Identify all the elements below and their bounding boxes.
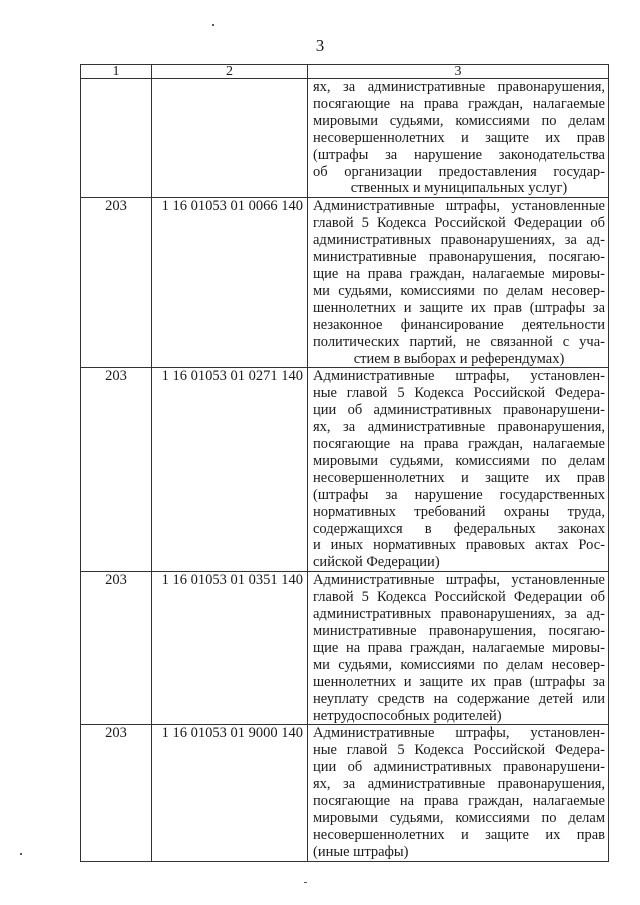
- description-line: Административные штрафы, установлен-: [313, 368, 605, 385]
- description-line: ции об административных правонарушени-: [313, 402, 605, 419]
- budget-code-cell: 1 16 01053 01 0066 140: [152, 198, 308, 368]
- budget-code-cell: 1 16 01053 01 0271 140: [152, 368, 308, 572]
- description-line: несовершеннолетних и защите их прав: [313, 826, 605, 843]
- description-cell: [308, 725, 609, 861]
- description-line: ях, за административные правонарушения,: [313, 419, 605, 436]
- description-line: министративные правонарушения, посягаю-: [313, 623, 605, 639]
- budget-codes-table: [80, 64, 609, 862]
- description-line: (штрафы за нарушение государственных: [313, 486, 605, 503]
- description-line: содержащихся в федеральных законах: [313, 520, 605, 537]
- description-line: ми судьями, комиссиями по делам несовер-: [313, 282, 605, 299]
- description-line: незаконное финансирование деятельности: [313, 316, 605, 333]
- table-row: [81, 79, 609, 198]
- description-line: шеннолетних и защите их прав (штрафы за: [313, 673, 605, 690]
- description-line: министративные правонарушения, посягаю-: [313, 249, 605, 266]
- description-line: главой 5 Кодекса Российской Федерации об: [313, 589, 605, 606]
- table-header-row: [81, 65, 609, 79]
- budget-code-cell: [152, 79, 308, 198]
- scan-speck: [304, 882, 307, 883]
- description-line: ции об административных правонарушени-: [313, 759, 605, 776]
- scan-speck: [212, 24, 214, 26]
- header-col-3: 3: [308, 65, 609, 79]
- description-line: нетрудоспособных родителей): [313, 707, 502, 724]
- description-line: политических партий, не связанной с уча-: [313, 333, 605, 350]
- description-line: ях, за административные правонарушения,: [313, 776, 605, 793]
- description-line: шеннолетних и защите их прав (штрафы за: [313, 299, 605, 316]
- description-line: главой 5 Кодекса Российской Федерации об: [313, 215, 605, 232]
- table-row: [81, 572, 609, 725]
- description-line: сийской Федерации): [313, 554, 440, 571]
- scan-speck: [20, 853, 22, 855]
- description-line: ственных и муниципальных услуг): [350, 180, 568, 197]
- description-cell: [308, 572, 609, 725]
- admin-code-cell: 203: [81, 572, 152, 725]
- description-line: об организации предоставления государ-: [313, 163, 605, 180]
- description-line: посягающие на права граждан, налагаемые: [313, 95, 605, 112]
- budget-code-cell: 1 16 01053 01 9000 140: [152, 725, 308, 861]
- description-cell: [308, 198, 609, 368]
- description-line: стием в выборах и референдумах): [353, 350, 565, 367]
- description-line: посягающие на права граждан, налагаемые: [313, 436, 605, 453]
- budget-code-cell: 1 16 01053 01 0351 140: [152, 572, 308, 725]
- description-line: мировыми судьями, комиссиями по делам: [313, 112, 605, 129]
- header-col-2: 2: [152, 65, 308, 79]
- description-line: неуплату средств на содержание детей или: [313, 690, 605, 707]
- table-row: [81, 198, 609, 368]
- description-line: административных правонарушениях, за ад-: [313, 606, 605, 623]
- description-line: (штрафы за нарушение законодательства: [313, 146, 605, 163]
- description-line: ми судьями, комиссиями по делам несовер-: [313, 656, 605, 673]
- description-line: ные главой 5 Кодекса Российской Федера-: [313, 742, 605, 759]
- description-line: посягающие на права граждан, налагаемые: [313, 793, 605, 810]
- description-line: административных правонарушениях, за ад-: [313, 232, 605, 249]
- page-number: 3: [315, 36, 325, 55]
- header-col-1: 1: [81, 65, 152, 79]
- description-line: щие на права граждан, налагаемые мировы-: [313, 265, 605, 282]
- description-line: Административные штрафы, установлен-: [313, 725, 605, 742]
- admin-code-cell: 203: [81, 368, 152, 572]
- description-line: нормативных требований охраны труда,: [313, 503, 605, 520]
- admin-code-cell: [81, 79, 152, 198]
- description-line: Административные штрафы, установленные: [313, 572, 605, 589]
- description-line: несовершеннолетних и защите их прав: [313, 469, 605, 486]
- description-cell: [308, 368, 609, 572]
- description-cell: [308, 79, 609, 198]
- description-line: Административные штрафы, установленные: [313, 198, 605, 215]
- description-line: и иных нормативных правовых актах Рос-: [313, 537, 605, 554]
- description-line: ях, за административные правонарушения,: [313, 79, 605, 95]
- admin-code-cell: 203: [81, 198, 152, 368]
- description-line: несовершеннолетних и защите их прав: [313, 129, 605, 146]
- table-row: [81, 725, 609, 861]
- table-row: [81, 368, 609, 572]
- description-line: ные главой 5 Кодекса Российской Федера-: [313, 385, 605, 402]
- description-line: (иные штрафы): [313, 843, 409, 860]
- description-line: мировыми судьями, комиссиями по делам: [313, 809, 605, 826]
- description-line: мировыми судьями, комиссиями по делам: [313, 452, 605, 469]
- description-line: щие на права граждан, налагаемые мировы-: [313, 639, 605, 656]
- admin-code-cell: 203: [81, 725, 152, 861]
